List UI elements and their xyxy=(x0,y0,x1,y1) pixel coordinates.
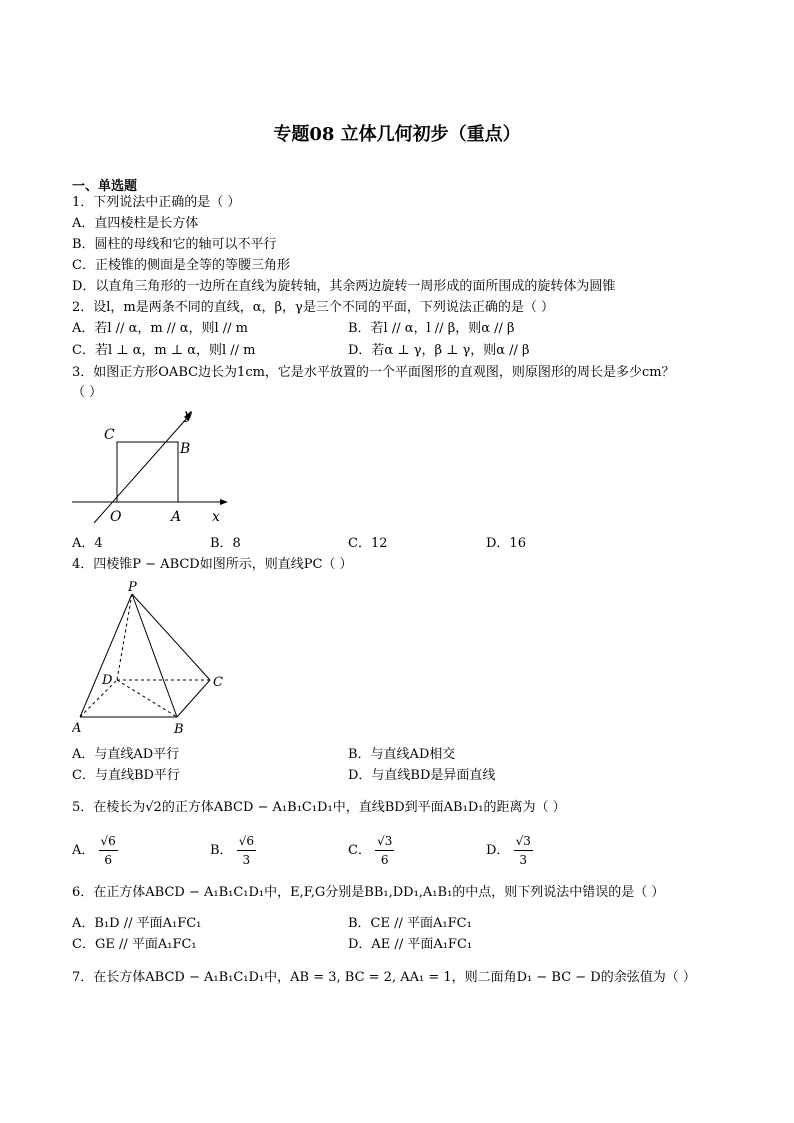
q2-stem: 2．设l，m是两条不同的直线，α，β，γ是三个不同的平面，下列说法正确的是（ ） xyxy=(72,300,554,315)
q5-option-a xyxy=(72,832,118,869)
q4-option-b: B．与直线AD相交 xyxy=(348,747,456,762)
label-b: B xyxy=(174,722,184,737)
page-title: 专题08 立体几何初步（重点） xyxy=(273,124,521,145)
fraction-numerator: √3 xyxy=(375,832,394,851)
q5-option-d-fraction xyxy=(514,832,533,869)
q6-stem: 6．在正方体ABCD − A₁B₁C₁D₁中，E,F,G分别是BB₁,DD₁,A₁B₁的中点，则下列说法中错误的是（ ） xyxy=(72,885,665,900)
q4-option-d: D．与直线BD是异面直线 xyxy=(348,768,496,783)
section-heading: 一、单选题 xyxy=(72,179,138,194)
q6-option-b: B．CE // 平面A₁FC₁ xyxy=(348,916,472,931)
q5-option-d xyxy=(486,832,533,869)
q6-option-a: A．B₁D // 平面A₁FC₁ xyxy=(72,916,202,931)
label-a: A xyxy=(171,509,182,525)
q1-stem: 1．下列说法中正确的是（ ） xyxy=(72,195,241,210)
label-c: C xyxy=(104,427,115,443)
x-axis-arrow xyxy=(220,499,228,505)
edge-bc xyxy=(177,680,210,717)
q4-option-c: C．与直线BD平行 xyxy=(72,768,180,783)
q5-option-c-label: C． xyxy=(348,843,371,858)
label-o: O xyxy=(110,509,122,525)
label-b: B xyxy=(180,441,191,457)
q5-option-b-label: B． xyxy=(210,843,233,858)
q6-option-c: C．GE // 平面A₁FC₁ xyxy=(72,937,197,952)
q5-option-b-fraction xyxy=(237,832,256,869)
fraction-denominator: 3 xyxy=(519,853,528,867)
q1-option-b: B．圆柱的母线和它的轴可以不平行 xyxy=(72,237,277,252)
q5-option-a-fraction xyxy=(99,832,118,869)
q3-stem-paren: （ ） xyxy=(72,385,103,400)
label-p: P xyxy=(128,580,137,595)
edge-pd xyxy=(117,594,132,680)
q5-option-b xyxy=(210,832,256,869)
edge-pc xyxy=(132,594,210,680)
label-d: D xyxy=(102,673,113,688)
q2-option-b: B．若l // α，l // β，则α // β xyxy=(348,321,515,336)
q2-option-c: C．若l ⊥ α，m ⊥ α，则l // m xyxy=(72,343,256,358)
q5-stem: 5．在棱长为√2的正方体ABCD − A₁B₁C₁D₁中，直线BD到平面AB₁D₁的距离为（ ） xyxy=(72,800,566,815)
q3-option-d: D．16 xyxy=(486,536,526,551)
q3-figure xyxy=(72,405,232,525)
fraction-denominator: 3 xyxy=(242,853,251,867)
q5-option-d-label: D． xyxy=(486,843,510,858)
fraction-numerator: √6 xyxy=(99,832,118,851)
fraction-numerator: √3 xyxy=(514,832,533,851)
label-a: A xyxy=(72,721,82,736)
fraction-denominator: 6 xyxy=(380,853,389,867)
edge-pb xyxy=(132,594,177,717)
q1-option-d: D．以直角三角形的一边所在直线为旋转轴，其余两边旋转一周形成的面所围成的旋转体为圆锥 xyxy=(72,279,616,294)
label-x: x xyxy=(212,509,220,525)
q4-stem: 4．四棱锥P − ABCD如图所示，则直线PC（ ） xyxy=(72,557,353,572)
fraction-numerator: √6 xyxy=(237,832,256,851)
q3-option-b: B．8 xyxy=(210,536,241,551)
q3-option-a: A．4 xyxy=(72,536,103,551)
q5-option-c xyxy=(348,832,394,869)
edge-pa xyxy=(80,594,132,717)
q5-option-a-label: A． xyxy=(72,843,95,858)
square-oabc xyxy=(117,442,178,502)
label-y: y xyxy=(184,407,192,423)
q1-option-a: A．直四棱柱是长方体 xyxy=(72,216,199,231)
fraction-denominator: 6 xyxy=(104,853,112,867)
q7-stem: 7．在长方体ABCD − A₁B₁C₁D₁中，AB = 3, BC = 2, AA₁ = 1，则二面角D₁ − BC − D的余弦值为（ ） xyxy=(72,970,696,985)
diagonal-db xyxy=(117,680,177,717)
q3-stem: 3．如图正方形OABC边长为1cm，它是水平放置的一个平面图形的直观图，则原图形的周长是多少cm？ xyxy=(72,365,675,380)
q6-option-d: D．AE // 平面A₁FC₁ xyxy=(348,937,473,952)
q5-option-c-fraction xyxy=(375,832,394,869)
label-c: C xyxy=(213,675,223,690)
q1-option-c: C．正棱锥的侧面是全等的等腰三角形 xyxy=(72,258,290,273)
q4-option-a: A．与直线AD平行 xyxy=(72,747,180,762)
q2-option-a: A．若l // α，m // α，则l // m xyxy=(72,321,248,336)
q3-option-c: C．12 xyxy=(348,536,388,551)
q2-option-d: D．若α ⊥ γ，β ⊥ γ，则α // β xyxy=(348,343,530,358)
q4-pyramid-figure xyxy=(72,580,232,740)
